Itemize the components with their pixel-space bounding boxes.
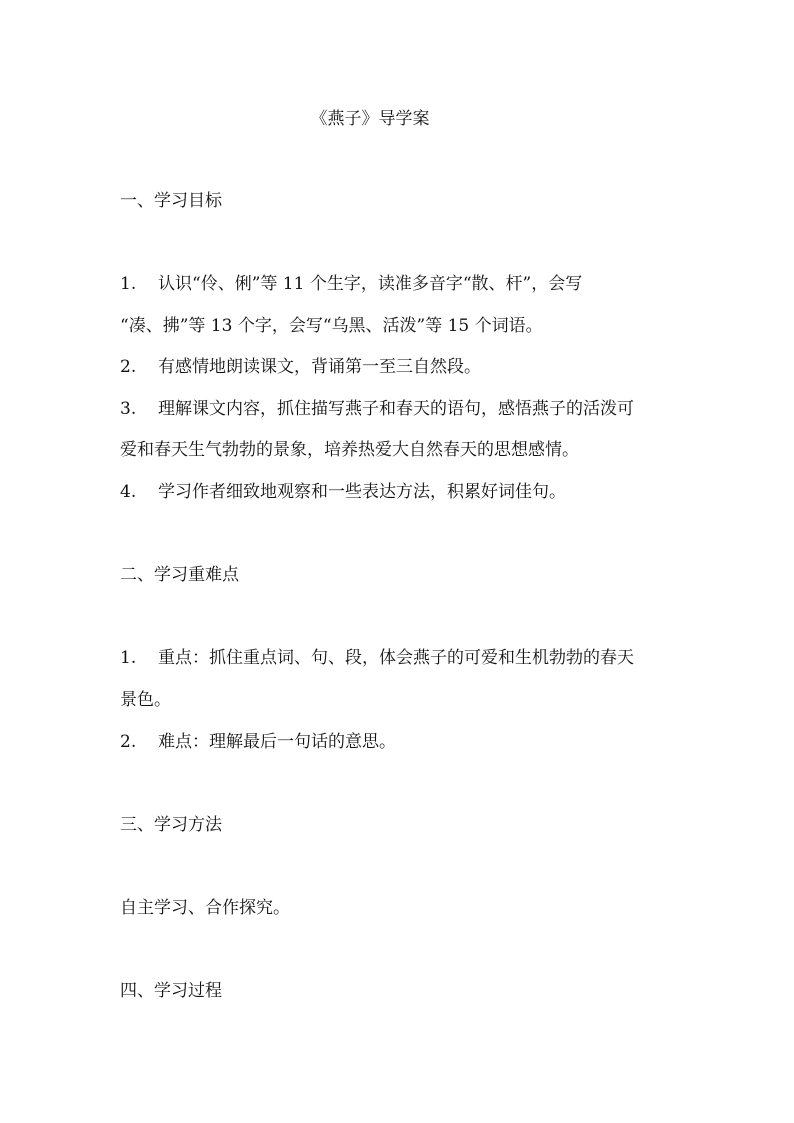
objective-item-3 <box>120 398 634 420</box>
item-text: 难点：理解最后一句话的意思。 <box>158 732 396 752</box>
item-number: 4. <box>120 482 137 502</box>
document-title: 《燕子》导学案 <box>310 109 430 129</box>
item-number: 1. <box>120 274 137 294</box>
objective-item-1 <box>120 273 582 295</box>
item-text: 理解课文内容，抓住描写燕子和春天的语句，感悟燕子的活泼可 <box>158 399 634 419</box>
key-point-item-2 <box>120 731 396 753</box>
item-text: 认识“伶、俐”等 11 个生字，读准多音字“散、杆”，会写 <box>158 274 583 294</box>
item-number: 2. <box>120 732 137 752</box>
item-text: 有感情地朗读课文，背诵第一至三自然段。 <box>158 357 481 377</box>
objective-item-1-continued: “凑、拂”等 13 个字，会写“乌黑、活泼”等 15 个词语。 <box>120 316 543 336</box>
section-heading-key-points: 二、学习重难点 <box>120 565 239 585</box>
section-heading-process: 四、学习过程 <box>120 981 222 1001</box>
section-heading-objectives: 一、学习目标 <box>120 191 222 211</box>
key-point-item-1 <box>120 647 634 669</box>
item-text: 重点：抓住重点词、句、段，体会燕子的可爱和生机勃勃的春天 <box>158 648 634 668</box>
methods-body: 自主学习、合作探究。 <box>120 898 290 918</box>
item-number: 3. <box>120 399 137 419</box>
objective-item-2 <box>120 356 481 378</box>
item-text: 学习作者细致地观察和一些表达方法，积累好词佳句。 <box>158 482 566 502</box>
objective-item-4 <box>120 481 566 503</box>
section-heading-methods: 三、学习方法 <box>120 815 222 835</box>
item-number: 1. <box>120 648 137 668</box>
item-number: 2. <box>120 357 137 377</box>
key-point-item-1-continued: 景色。 <box>120 690 171 710</box>
objective-item-3-continued: 爱和春天生气勃勃的景象，培养热爱大自然春天的思想感情。 <box>120 440 579 460</box>
